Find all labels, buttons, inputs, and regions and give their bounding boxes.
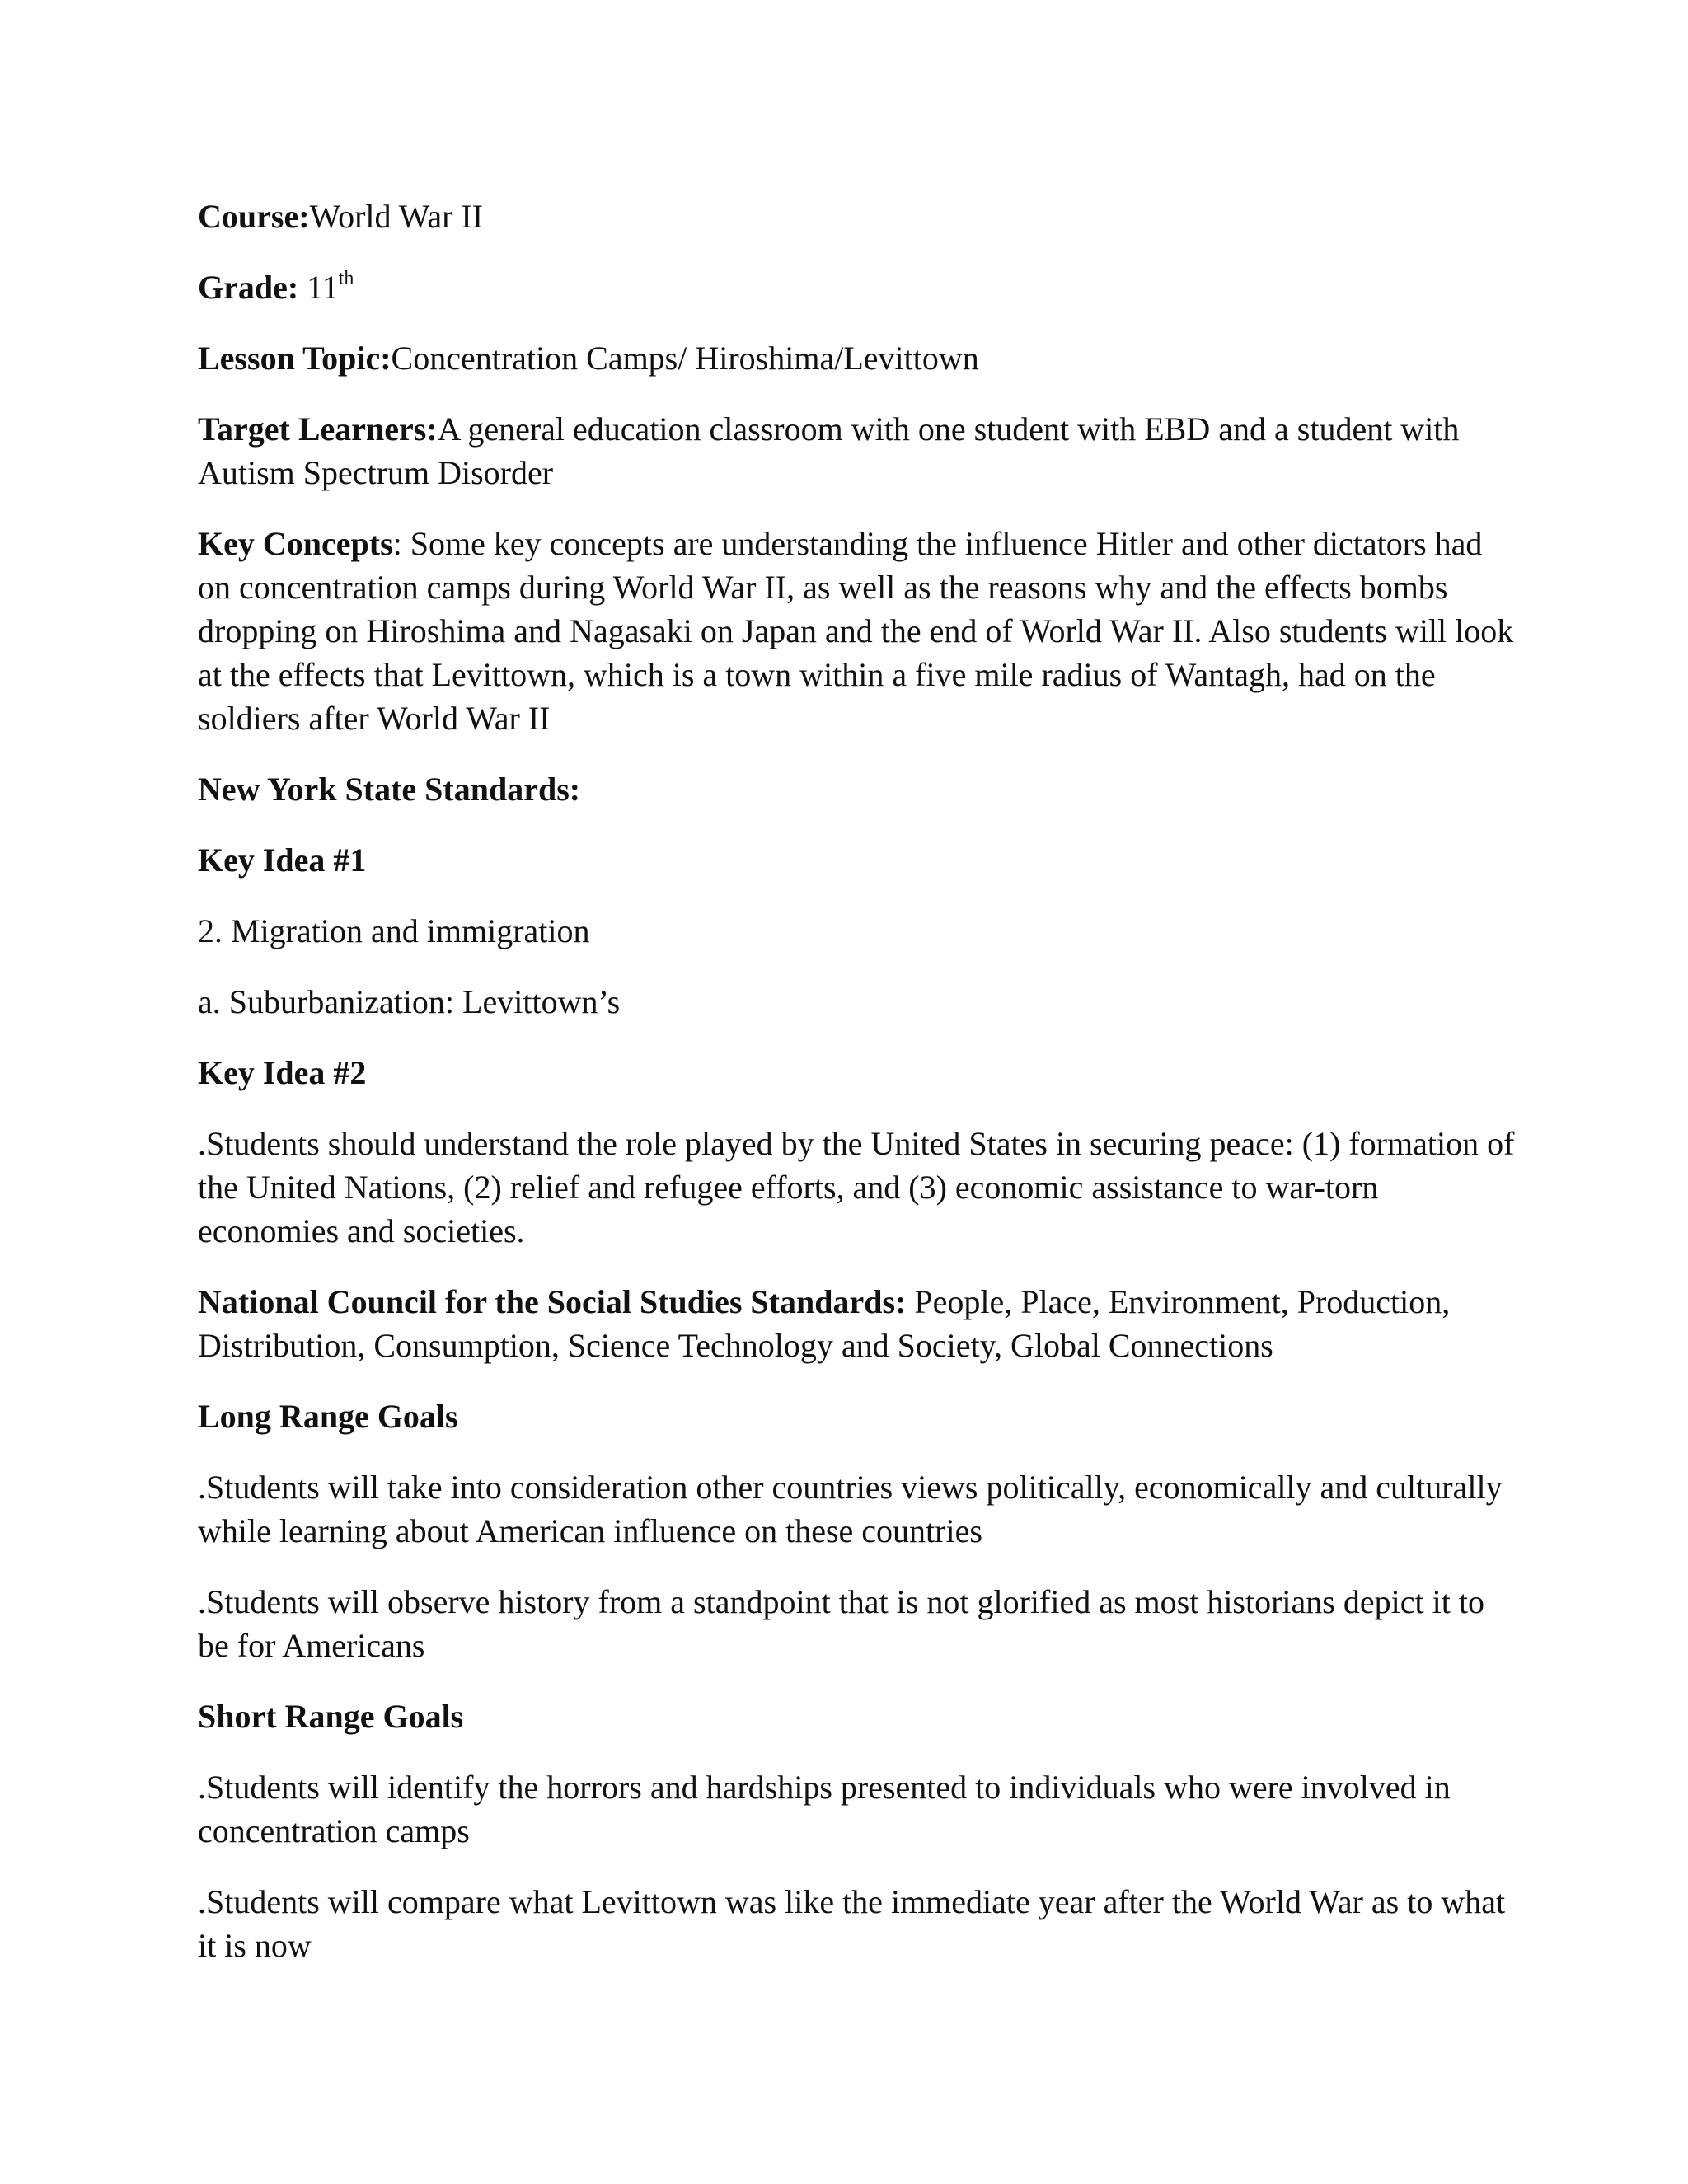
- lesson-topic-value: Concentration Camps/ Hiroshima/Levittown: [391, 340, 979, 377]
- key-idea-1-item: 2. Migration and immigration: [198, 912, 590, 949]
- grade-suffix: th: [338, 268, 354, 289]
- course-line: [198, 194, 1517, 238]
- key-idea-1-heading: Key Idea #1: [198, 841, 367, 879]
- target-learners-label: Target Learners:: [198, 410, 438, 448]
- key-idea-1-subitem: a. Suburbanization: Levittown’s: [198, 983, 621, 1020]
- lesson-plan-page: [198, 194, 1517, 1994]
- course-label: Course:: [198, 198, 310, 235]
- ncss-standards-value: People, Place, Environment, Production, Distribution, Consumption, Science Technology and Society, Global Connections: [198, 1283, 1451, 1364]
- course-value: World War II: [309, 198, 484, 235]
- lesson-topic-label: Lesson Topic:: [198, 340, 392, 377]
- short-range-goal-item: .Students will identify the horrors and hardships presented to individuals who were involved in concentration camps: [198, 1769, 1451, 1849]
- grade-line: [198, 265, 1517, 309]
- short-range-goal-item: .Students will compare what Levittown was like the immediate year after the World War as to what it is now: [198, 1883, 1506, 1964]
- key-idea-2-heading: Key Idea #2: [198, 1054, 367, 1091]
- lesson-topic-line: [198, 336, 1517, 380]
- long-range-goal-item: .Students will take into consideration other countries views politically, economically and culturally while learning about American influence on these countries: [198, 1469, 1503, 1549]
- grade-label: Grade:: [198, 269, 299, 306]
- grade-value: 11: [307, 269, 339, 306]
- key-concepts-value: : Some key concepts are understanding the influence Hitler and other dictators had on concentration camps during World War II, as well as the reasons why and the effects bombs dropping on Hiroshima and Nagasaki on Japan and the end of World War II. Also students will look at the effects that Levittown, which is a town within a five mile radius of Wantagh, had on the soldiers after World War II: [198, 525, 1514, 737]
- ncss-standards-label: National Council for the Social Studies Standards:: [198, 1283, 907, 1320]
- key-concepts-label: Key Concepts: [198, 525, 393, 562]
- target-learners-paragraph: [198, 407, 1517, 494]
- key-idea-2-text: .Students should understand the role played by the United States in securing peace: (1) formation of the United Nations, (2) relief and refugee efforts, and (3) economic assistance to war-torn economies and societies.: [198, 1125, 1515, 1249]
- short-range-goals-heading: Short Range Goals: [198, 1698, 464, 1735]
- target-learners-value: A general education classroom with one student with EBD and a student with Autism Spectrum Disorder: [198, 410, 1460, 491]
- long-range-goal-item: .Students will observe history from a standpoint that is not glorified as most historians depict it to be for Americans: [198, 1583, 1484, 1664]
- key-concepts-paragraph: [198, 522, 1517, 740]
- ncss-standards-paragraph: [198, 1280, 1517, 1367]
- long-range-goals-heading: Long Range Goals: [198, 1398, 458, 1435]
- nys-standards-heading: New York State Standards:: [198, 771, 581, 808]
